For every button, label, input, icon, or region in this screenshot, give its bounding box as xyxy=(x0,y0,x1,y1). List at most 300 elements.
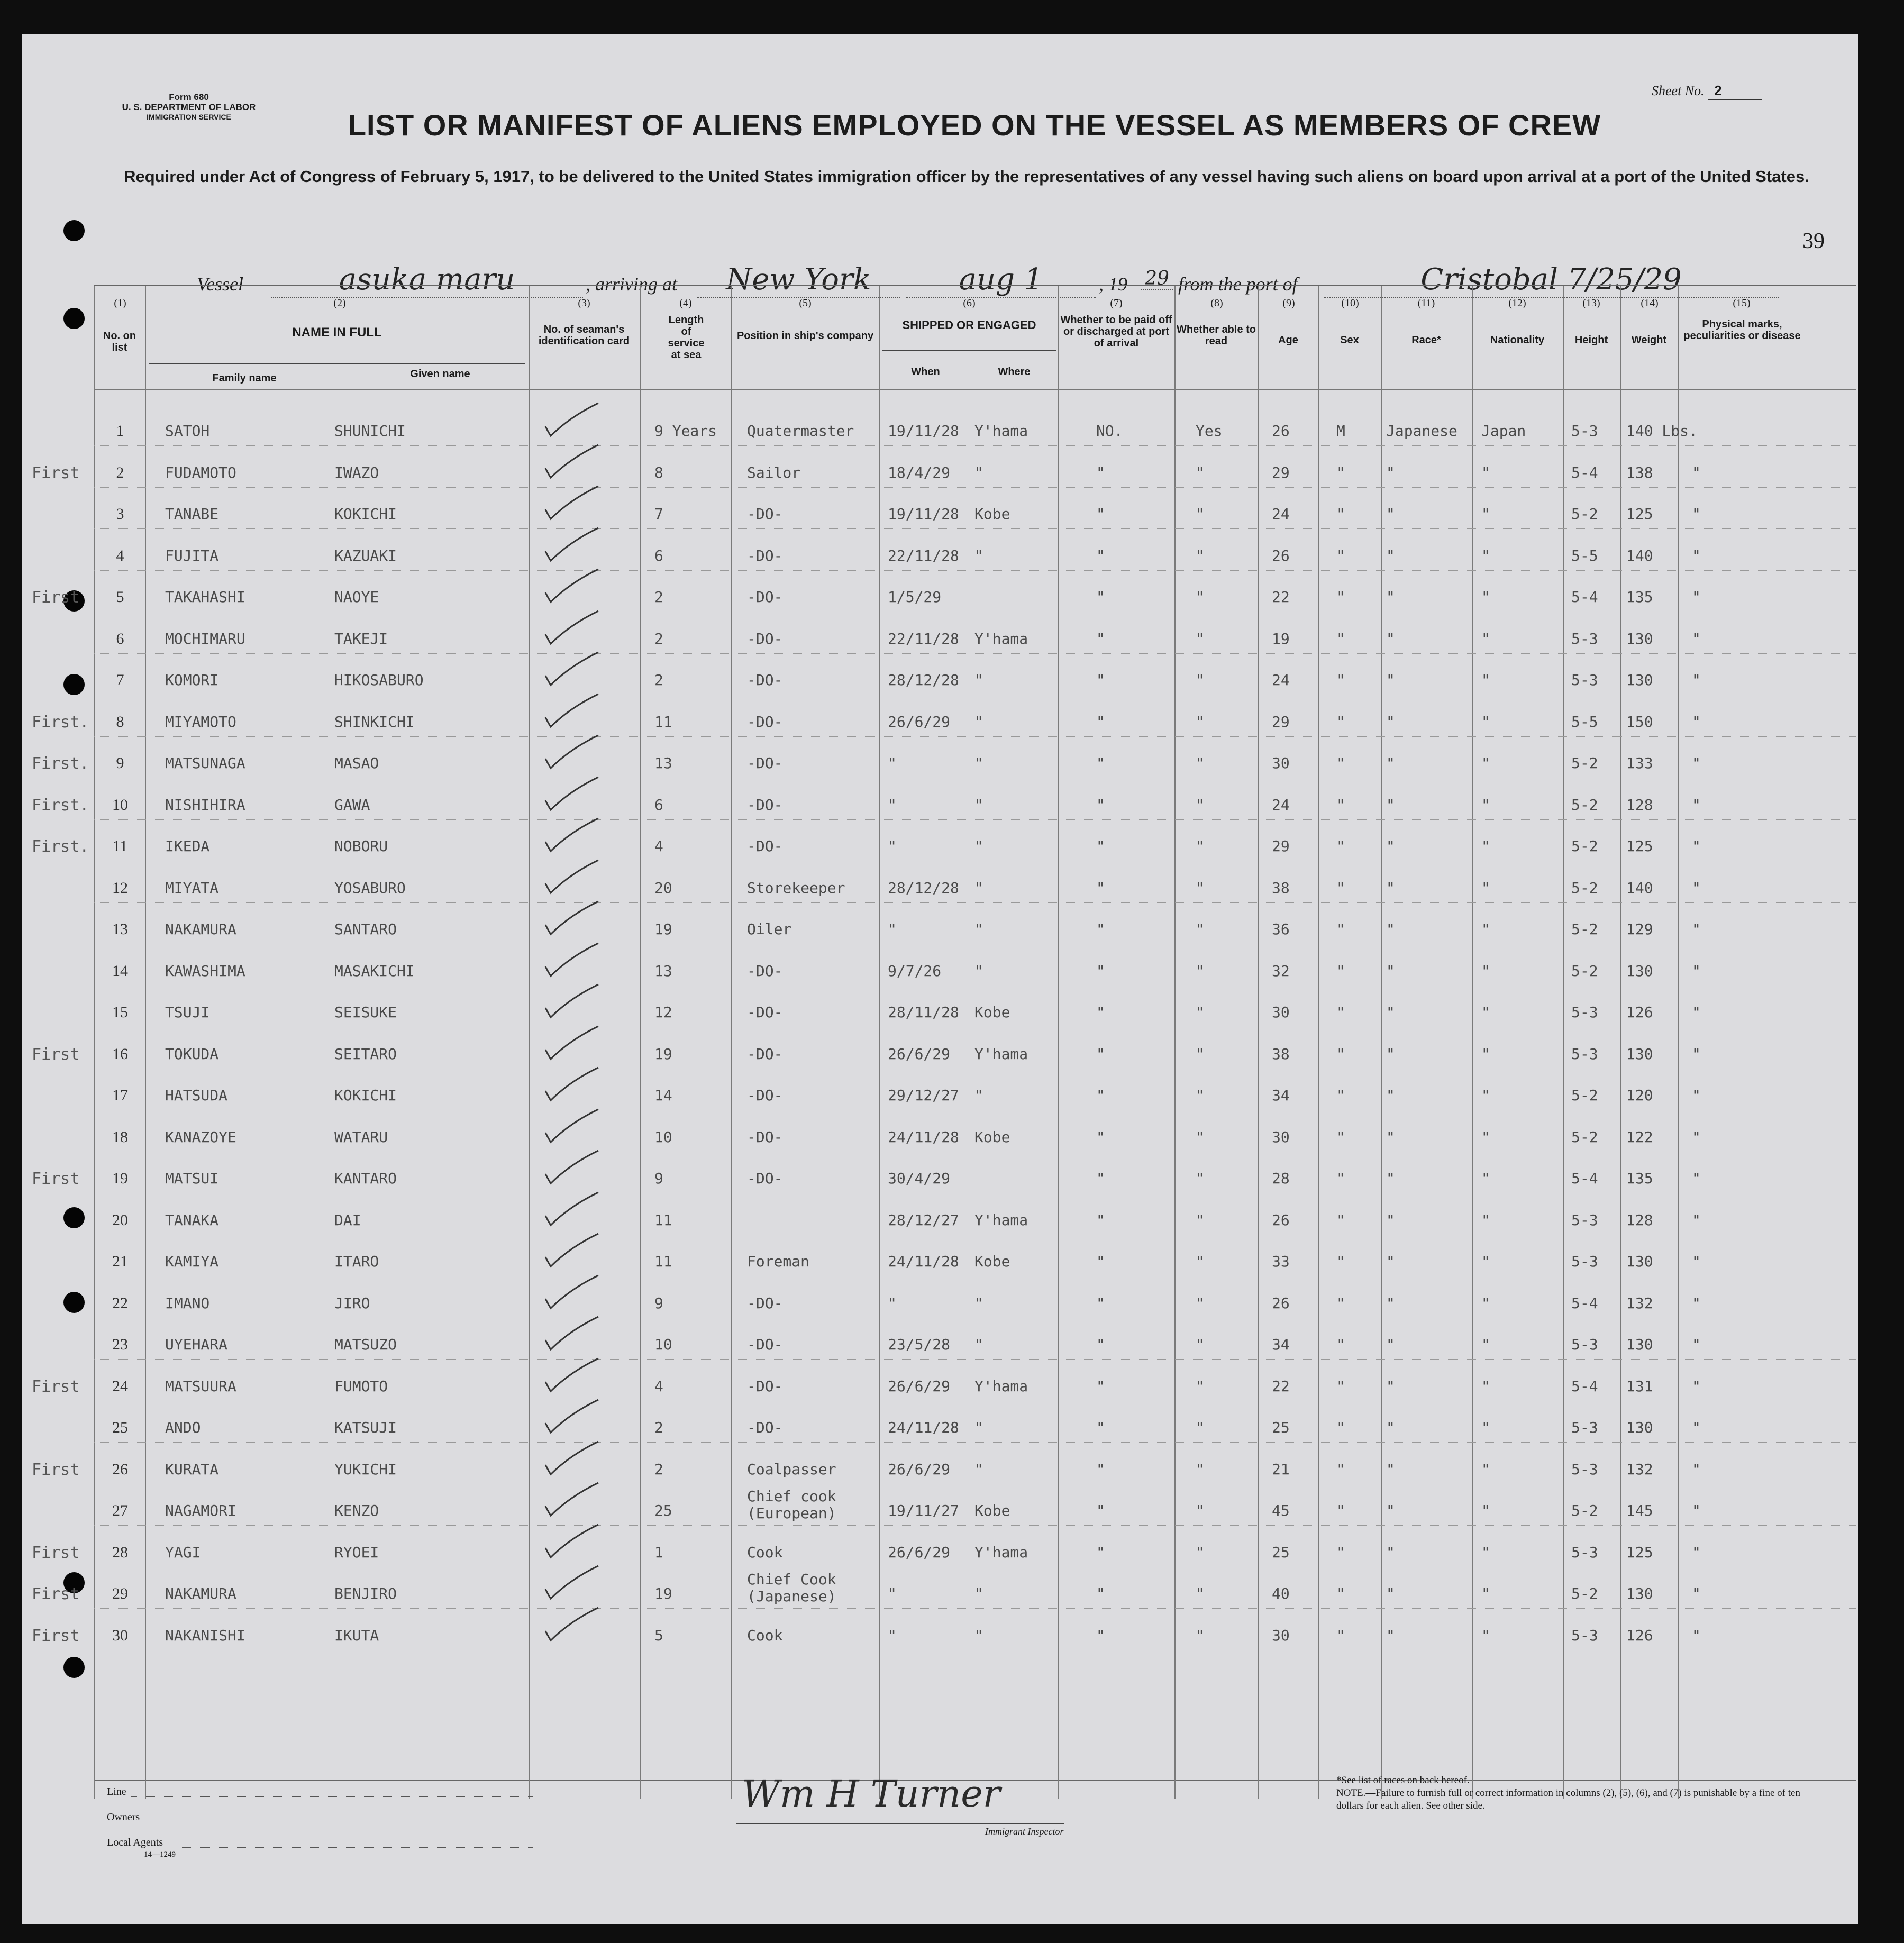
cell-paid: " xyxy=(1096,588,1105,606)
cell-sex: " xyxy=(1336,1419,1345,1436)
cell-paid: " xyxy=(1096,671,1105,689)
cell-height: 5-2 xyxy=(1571,879,1598,897)
cell-paid: " xyxy=(1096,1211,1105,1229)
cell-height: 5-3 xyxy=(1571,1627,1598,1644)
cell-race: " xyxy=(1386,1419,1395,1436)
check-mark-icon xyxy=(543,1065,602,1102)
header-id-card: No. of seaman's identification card xyxy=(538,324,630,347)
grid-line xyxy=(1472,286,1473,1799)
cell-no: 16 xyxy=(112,1045,128,1063)
cell-nat: " xyxy=(1481,754,1490,772)
cell-when: 29/12/27 xyxy=(888,1087,959,1104)
cell-margin: First. xyxy=(32,713,89,732)
row-divider xyxy=(94,653,1856,654)
cell-given: KATSUJI xyxy=(334,1419,397,1436)
cell-phys: " xyxy=(1692,1461,1701,1478)
cell-sex: " xyxy=(1336,962,1345,980)
cell-nat: " xyxy=(1481,1211,1490,1229)
cell-where: " xyxy=(974,920,983,938)
cell-race: " xyxy=(1386,1627,1395,1644)
cell-given: KOKICHI xyxy=(334,1087,397,1104)
cell-read: " xyxy=(1196,1378,1205,1395)
cell-sex: " xyxy=(1336,879,1345,897)
cell-height: 5-2 xyxy=(1571,837,1598,855)
cell-service: 14 xyxy=(654,1087,672,1104)
cell-margin: First. xyxy=(32,796,89,815)
cell-given: DAI xyxy=(334,1211,361,1229)
cell-height: 5-3 xyxy=(1571,1419,1598,1436)
race-note: *See list of races on back hereof. xyxy=(1336,1775,1470,1786)
cell-sex: " xyxy=(1336,1585,1345,1602)
cell-paid: " xyxy=(1096,1378,1105,1395)
cell-family: KAWASHIMA xyxy=(165,962,245,980)
cell-given: WATARU xyxy=(334,1128,388,1146)
cell-sex: " xyxy=(1336,1170,1345,1187)
department-name: U. S. DEPARTMENT OF LABOR xyxy=(122,102,256,112)
cell-given: IKUTA xyxy=(334,1627,379,1644)
cell-family: MATSUI xyxy=(165,1170,219,1187)
cell-where: Kobe xyxy=(974,1253,1010,1270)
check-mark-icon xyxy=(543,609,602,646)
cell-no: 10 xyxy=(112,796,128,814)
cell-position: -DO- xyxy=(747,962,783,980)
cell-height: 5-3 xyxy=(1571,1045,1598,1063)
check-mark-icon xyxy=(543,941,602,978)
cell-no: 8 xyxy=(116,713,124,731)
cell-service: 7 xyxy=(654,505,663,523)
signature-line xyxy=(736,1823,1064,1824)
cell-given: SEITARO xyxy=(334,1045,397,1063)
cell-nat: " xyxy=(1481,464,1490,481)
cell-where: " xyxy=(974,1627,983,1644)
cell-weight: 128 xyxy=(1626,796,1653,814)
cell-when: " xyxy=(888,796,897,814)
cell-where: Kobe xyxy=(974,1004,1010,1021)
cell-position: -DO- xyxy=(747,1004,783,1021)
cell-position: Sailor xyxy=(747,464,801,481)
cell-sex: " xyxy=(1336,1627,1345,1644)
cell-family: KURATA xyxy=(165,1461,219,1478)
cell-sex: " xyxy=(1336,1004,1345,1021)
check-mark-icon xyxy=(543,1398,602,1435)
cell-race: " xyxy=(1386,837,1395,855)
cell-margin: First xyxy=(32,1461,80,1479)
cell-given: YOSABURO xyxy=(334,879,406,897)
cell-given: KOKICHI xyxy=(334,505,397,523)
cell-weight: 140 xyxy=(1626,879,1653,897)
cell-where: Kobe xyxy=(974,1502,1010,1519)
cell-when: 23/5/28 xyxy=(888,1336,951,1353)
cell-no: 19 xyxy=(112,1170,128,1187)
cell-age: 29 xyxy=(1272,837,1290,855)
header-underline xyxy=(882,350,1056,351)
cell-age: 24 xyxy=(1272,505,1290,523)
cell-given: IWAZO xyxy=(334,464,379,481)
cell-family: MATSUURA xyxy=(165,1378,236,1395)
cell-no: 17 xyxy=(112,1087,128,1104)
cell-sex: " xyxy=(1336,1336,1345,1353)
cell-nat: " xyxy=(1481,879,1490,897)
cell-sex: " xyxy=(1336,1045,1345,1063)
header-where: Where xyxy=(998,366,1031,378)
cell-where: " xyxy=(974,837,983,855)
cell-where: " xyxy=(974,754,983,772)
col-num-7: (7) xyxy=(1110,297,1123,309)
header-shipped-engaged: SHIPPED OR ENGAGED xyxy=(902,318,1036,332)
cell-when: 30/4/29 xyxy=(888,1170,951,1187)
grid-line xyxy=(529,286,530,1799)
cell-nat: " xyxy=(1481,796,1490,814)
cell-weight: 131 xyxy=(1626,1378,1653,1395)
cell-height: 5-3 xyxy=(1571,1253,1598,1270)
inspector-signature: Wm H Turner xyxy=(742,1772,1001,1816)
cell-where: " xyxy=(974,464,983,481)
cell-read: " xyxy=(1196,962,1205,980)
cell-paid: " xyxy=(1096,1087,1105,1104)
cell-paid: " xyxy=(1096,1004,1105,1021)
cell-position: Quatermaster xyxy=(747,422,854,440)
cell-nat: " xyxy=(1481,1253,1490,1270)
cell-read: " xyxy=(1196,1294,1205,1312)
col-num-13: (13) xyxy=(1582,297,1600,309)
form-code: 14—1249 xyxy=(144,1850,176,1859)
cell-position: -DO- xyxy=(747,713,783,731)
cell-margin: First xyxy=(32,1378,80,1396)
cell-service: 10 xyxy=(654,1336,672,1353)
cell-service: 10 xyxy=(654,1128,672,1146)
cell-service: 9 Years xyxy=(654,422,717,440)
cell-age: 38 xyxy=(1272,1045,1290,1063)
cell-height: 5-2 xyxy=(1571,796,1598,814)
cell-nat: " xyxy=(1481,1627,1490,1644)
row-divider xyxy=(94,528,1856,529)
cell-family: UYEHARA xyxy=(165,1336,228,1353)
col-num-11: (11) xyxy=(1417,297,1435,309)
cell-margin: First xyxy=(32,1045,80,1064)
cell-where: " xyxy=(974,1087,983,1104)
cell-phys: " xyxy=(1692,630,1701,647)
cell-height: 5-2 xyxy=(1571,1087,1598,1104)
cell-paid: " xyxy=(1096,464,1105,481)
cell-service: 9 xyxy=(654,1170,663,1187)
cell-weight: 140 Lbs. xyxy=(1626,422,1698,440)
cell-race: " xyxy=(1386,1378,1395,1395)
cell-read: " xyxy=(1196,505,1205,523)
cell-read: " xyxy=(1196,754,1205,772)
cell-family: ANDO xyxy=(165,1419,201,1436)
check-mark-icon xyxy=(543,816,602,853)
cell-weight: 125 xyxy=(1626,505,1653,523)
cell-phys: " xyxy=(1692,671,1701,689)
cell-read: " xyxy=(1196,1087,1205,1104)
header-age: Age xyxy=(1278,334,1298,346)
cell-no: 30 xyxy=(112,1627,128,1644)
cell-height: 5-4 xyxy=(1571,464,1598,481)
cell-sex: " xyxy=(1336,630,1345,647)
cell-height: 5-3 xyxy=(1571,1461,1598,1478)
cell-service: 2 xyxy=(654,1461,663,1478)
cell-race: " xyxy=(1386,1004,1395,1021)
cell-when: 22/11/28 xyxy=(888,630,959,647)
cell-where: Y'hama xyxy=(974,1045,1028,1063)
row-divider xyxy=(94,445,1856,446)
cell-given: SANTARO xyxy=(334,920,397,938)
cell-weight: 150 xyxy=(1626,713,1653,731)
cell-nat: " xyxy=(1481,505,1490,523)
cell-no: 22 xyxy=(112,1294,128,1312)
cell-family: KANAZOYE xyxy=(165,1128,236,1146)
header-paid-off: Whether to be paid off or discharged at port of arrival xyxy=(1060,314,1172,349)
cell-nat: " xyxy=(1481,1294,1490,1312)
cell-nat: " xyxy=(1481,630,1490,647)
cell-age: 38 xyxy=(1272,879,1290,897)
cell-read: " xyxy=(1196,837,1205,855)
cell-given: SHUNICHI xyxy=(334,422,406,440)
cell-service: 12 xyxy=(654,1004,672,1021)
cell-nat: " xyxy=(1481,920,1490,938)
cell-family: KAMIYA xyxy=(165,1253,219,1270)
grid-line xyxy=(1174,286,1176,1799)
table-top-rule xyxy=(94,285,1856,286)
cell-read: Yes xyxy=(1196,422,1223,440)
cell-sex: " xyxy=(1336,1502,1345,1519)
cell-phys: " xyxy=(1692,920,1701,938)
cell-no: 14 xyxy=(112,962,128,980)
cell-when: 19/11/27 xyxy=(888,1502,959,1519)
cell-weight: 130 xyxy=(1626,1419,1653,1436)
check-mark-icon xyxy=(543,692,602,729)
check-mark-icon xyxy=(543,650,602,687)
cell-paid: " xyxy=(1096,1419,1105,1436)
cell-race: " xyxy=(1386,505,1395,523)
cell-where: " xyxy=(974,1336,983,1353)
col-num-14: (14) xyxy=(1641,297,1659,309)
cell-family: NAKAMURA xyxy=(165,920,236,938)
cell-nat: " xyxy=(1481,1502,1490,1519)
cell-race: " xyxy=(1386,796,1395,814)
note-text: —Failure to furnish full or correct information in columns (2), (5), (6), and (7) is punishable by a fine of ten dollars for each alien. See other side. xyxy=(1336,1787,1800,1811)
cell-paid: " xyxy=(1096,879,1105,897)
cell-race: " xyxy=(1386,547,1395,564)
cell-position: Chief cook (European) xyxy=(747,1488,836,1522)
row-divider xyxy=(94,1359,1856,1360)
cell-family: IKEDA xyxy=(165,837,210,855)
cell-paid: " xyxy=(1096,1128,1105,1146)
grid-line xyxy=(1563,286,1564,1799)
cell-race: " xyxy=(1386,1128,1395,1146)
cell-when: 24/11/28 xyxy=(888,1419,959,1436)
cell-weight: 130 xyxy=(1626,1045,1653,1063)
cell-height: 5-2 xyxy=(1571,1585,1598,1602)
header-given-name: Given name xyxy=(410,368,470,380)
cell-no: 5 xyxy=(116,588,124,606)
cell-weight: 130 xyxy=(1626,1336,1653,1353)
cell-height: 5-2 xyxy=(1571,754,1598,772)
cell-weight: 130 xyxy=(1626,962,1653,980)
cell-service: 11 xyxy=(654,1253,672,1270)
cell-sex: " xyxy=(1336,1461,1345,1478)
cell-race: " xyxy=(1386,1211,1395,1229)
cell-no: 27 xyxy=(112,1502,128,1519)
cell-height: 5-3 xyxy=(1571,671,1598,689)
header-family-name: Family name xyxy=(212,372,277,384)
cell-race: " xyxy=(1386,879,1395,897)
check-mark-icon xyxy=(543,567,602,604)
cell-sex: " xyxy=(1336,588,1345,606)
cell-weight: 130 xyxy=(1626,1585,1653,1602)
cell-where: " xyxy=(974,671,983,689)
cell-read: " xyxy=(1196,1211,1205,1229)
col-num-1: (1) xyxy=(114,297,126,309)
cell-age: 36 xyxy=(1272,920,1290,938)
cell-given: JIRO xyxy=(334,1294,370,1312)
cell-no: 29 xyxy=(112,1585,128,1602)
cell-height: 5-5 xyxy=(1571,547,1598,564)
cell-service: 11 xyxy=(654,1211,672,1229)
check-mark-icon xyxy=(543,401,602,438)
check-mark-icon xyxy=(543,1024,602,1061)
col-num-9: (9) xyxy=(1282,297,1295,309)
cell-where: " xyxy=(974,1294,983,1312)
cell-nat: " xyxy=(1481,1004,1490,1021)
cell-no: 21 xyxy=(112,1253,128,1270)
cell-read: " xyxy=(1196,1461,1205,1478)
cell-height: 5-2 xyxy=(1571,1502,1598,1519)
cell-race: " xyxy=(1386,671,1395,689)
cell-where: Y'hama xyxy=(974,1544,1028,1561)
cell-position: -DO- xyxy=(747,1170,783,1187)
cell-height: 5-3 xyxy=(1571,630,1598,647)
inspector-title: Immigrant Inspector xyxy=(985,1826,1064,1837)
cell-nat: " xyxy=(1481,1045,1490,1063)
cell-when: " xyxy=(888,920,897,938)
cell-height: 5-5 xyxy=(1571,713,1598,731)
row-divider xyxy=(94,570,1856,571)
cell-paid: " xyxy=(1096,754,1105,772)
cell-when: " xyxy=(888,837,897,855)
cell-weight: 122 xyxy=(1626,1128,1653,1146)
footer-line-field xyxy=(131,1796,533,1797)
cell-read: " xyxy=(1196,1544,1205,1561)
cell-position: -DO- xyxy=(747,630,783,647)
cell-nat: " xyxy=(1481,588,1490,606)
cell-position: Coalpasser xyxy=(747,1461,836,1478)
cell-no: 2 xyxy=(116,464,124,481)
cell-where: Y'hama xyxy=(974,630,1028,647)
header-bottom-rule xyxy=(94,389,1856,390)
header-name-in-full: NAME IN FULL xyxy=(292,325,382,340)
cell-sex: " xyxy=(1336,796,1345,814)
cell-paid: " xyxy=(1096,1502,1105,1519)
cell-service: 19 xyxy=(654,920,672,938)
cell-position: -DO- xyxy=(747,754,783,772)
cell-no: 1 xyxy=(116,422,124,440)
cell-service: 6 xyxy=(654,547,663,564)
cell-given: TAKEJI xyxy=(334,630,388,647)
cell-race: " xyxy=(1386,630,1395,647)
cell-phys: " xyxy=(1692,464,1701,481)
cell-position: -DO- xyxy=(747,505,783,523)
binder-hole xyxy=(63,308,85,329)
cell-weight: 138 xyxy=(1626,464,1653,481)
grid-line xyxy=(640,286,641,1799)
cell-nat: " xyxy=(1481,713,1490,731)
cell-where: Y'hama xyxy=(974,1211,1028,1229)
check-mark-icon xyxy=(543,1606,602,1643)
col-num-2: (2) xyxy=(333,297,346,309)
cell-position: -DO- xyxy=(747,1045,783,1063)
cell-no: 24 xyxy=(112,1378,128,1395)
cell-where: " xyxy=(974,1419,983,1436)
cell-position: Cook xyxy=(747,1627,783,1644)
cell-when: 22/11/28 xyxy=(888,547,959,564)
cell-family: TSUJI xyxy=(165,1004,210,1021)
cell-age: 25 xyxy=(1272,1544,1290,1561)
cell-read: " xyxy=(1196,713,1205,731)
cell-given: SHINKICHI xyxy=(334,713,415,731)
cell-race: " xyxy=(1386,713,1395,731)
cell-nat: " xyxy=(1481,1461,1490,1478)
cell-weight: 120 xyxy=(1626,1087,1653,1104)
col-num-12: (12) xyxy=(1508,297,1526,309)
binder-hole xyxy=(63,1207,85,1228)
cell-age: 21 xyxy=(1272,1461,1290,1478)
cell-phys: " xyxy=(1692,1378,1701,1395)
cell-phys: " xyxy=(1692,588,1701,606)
cell-age: 30 xyxy=(1272,1004,1290,1021)
cell-age: 19 xyxy=(1272,630,1290,647)
cell-read: " xyxy=(1196,588,1205,606)
cell-read: " xyxy=(1196,464,1205,481)
cell-family: NAKAMURA xyxy=(165,1585,236,1602)
grid-line xyxy=(1678,286,1679,1799)
header-able-read: Whether able to read xyxy=(1177,324,1256,347)
cell-sex: " xyxy=(1336,837,1345,855)
cell-margin: First xyxy=(32,1544,80,1562)
cell-phys: " xyxy=(1692,1502,1701,1519)
cell-paid: " xyxy=(1096,1170,1105,1187)
cell-when: 28/11/28 xyxy=(888,1004,959,1021)
cell-height: 5-4 xyxy=(1571,1170,1598,1187)
cell-no: 12 xyxy=(112,879,128,897)
cell-paid: " xyxy=(1096,796,1105,814)
grid-line xyxy=(1258,286,1259,1799)
cell-given: SEISUKE xyxy=(334,1004,397,1021)
cell-phys: " xyxy=(1692,837,1701,855)
cell-no: 11 xyxy=(112,837,128,855)
note-label: NOTE. xyxy=(1336,1787,1366,1799)
cell-position: Foreman xyxy=(747,1253,810,1270)
cell-sex: " xyxy=(1336,754,1345,772)
cell-paid: " xyxy=(1096,1336,1105,1353)
cell-margin: First xyxy=(32,464,80,482)
cell-age: 34 xyxy=(1272,1336,1290,1353)
cell-age: 22 xyxy=(1272,1378,1290,1395)
check-mark-icon xyxy=(543,1148,602,1185)
col-num-3: (3) xyxy=(578,297,590,309)
cell-position: -DO- xyxy=(747,1087,783,1104)
cell-given: KANTARO xyxy=(334,1170,397,1187)
cell-no: 6 xyxy=(116,630,124,647)
cell-weight: 130 xyxy=(1626,671,1653,689)
vessel-label: Vessel xyxy=(197,273,243,295)
cell-weight: 128 xyxy=(1626,1211,1653,1229)
cell-when: 19/11/28 xyxy=(888,422,959,440)
col-num-5: (5) xyxy=(799,297,812,309)
cell-age: 24 xyxy=(1272,671,1290,689)
cell-phys: " xyxy=(1692,505,1701,523)
cell-family: KOMORI xyxy=(165,671,219,689)
